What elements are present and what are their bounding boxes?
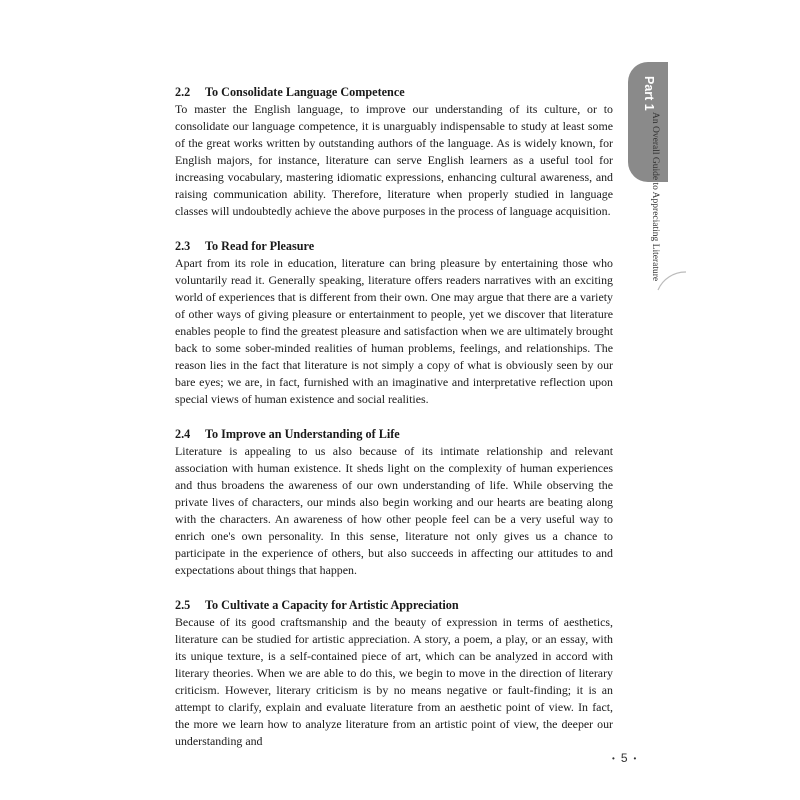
section-heading (175, 597, 613, 614)
section-number: 2.4 (175, 427, 191, 441)
section-title: To Consolidate Language Competence (205, 85, 405, 99)
page-number-dot-right: • (633, 754, 637, 764)
section-body: Apart from its role in education, literature can bring pleasure by entertaining those who voluntarily read it. Generally speaking, literature offers readers narratives with an exciting world of experiences that is different from their own. One may argue that there are a variety of other ways of giving pleasure or entertainment to people, yet we discover that literature enables people to find the greatest pleasure and satisfaction when we are ultimately brought back to some sober-minded realities of human problems, feelings, and relationships. The reason lies in the fact that literature is not simply a copy of what is obviously seen by our bare eyes; we are, in fact, furnished with an imaginative and interpretative reflection upon special views of human existence and social realities. (175, 256, 613, 406)
part-label: Part 1 (642, 76, 656, 111)
section-heading (175, 84, 613, 101)
section-body: Because of its good craftsmanship and the beauty of expression in terms of aesthetics, literature can be studied for artistic appreciation. A story, a poem, a play, or an essay, with its unique texture, is a self-contained piece of art, which can be analyzed in accord with literary theories. When we are able to do this, we begin to move in the direction of literary criticism. However, literary criticism is by no means negative or fault-finding; it is an attempt to clarify, explain and evaluate literature from an aesthetic point of view. In fact, the more we learn how to analyze literature from an artistic point of view, the deeper our understanding and (175, 615, 613, 748)
page-number (606, 751, 642, 765)
section-title: To Read for Pleasure (205, 239, 315, 253)
part-label-wrap (630, 74, 666, 154)
section-2-5 (175, 597, 613, 750)
section-2-2 (175, 84, 613, 220)
section-title: To Cultivate a Capacity for Artistic Appreciation (205, 598, 459, 612)
page-number-value: 5 (620, 751, 628, 765)
section-title: To Improve an Understanding of Life (205, 427, 400, 441)
section-number: 2.5 (175, 598, 191, 612)
section-heading (175, 426, 613, 443)
section-heading (175, 238, 613, 255)
section-body: To master the English language, to improve our understanding of its culture, or to consolidate our language competence, it is unarguably indispensable to study at least some of the great works written by outstanding authors of the language. As is widely known, for English majors, for instance, literature can serve English learners as a useful tool for increasing vocabulary, mastering idiomatic expressions, enhancing cultural awareness, and raising communication ability. Therefore, literature when properly studied in language classes will undoubtedly achieve the above purposes in the process of language acquisition. (175, 102, 613, 218)
page-number-dot-left: • (612, 754, 615, 764)
section-2-4 (175, 426, 613, 579)
section-2-3 (175, 238, 613, 408)
page-content (175, 84, 613, 768)
section-number: 2.2 (175, 85, 191, 99)
part-subtitle: An Overall Guide to Appreciating Literature (650, 112, 660, 282)
side-tab-arc (658, 272, 686, 290)
section-number: 2.3 (175, 239, 191, 253)
section-body: Literature is appealing to us also because of its intimate relationship and relevant association with human existence. It sheds light on the complexity of human experiences and thus broadens the awareness of our own understanding of life. While observing the private lives of characters, our minds also begin working and our hearts are beating along with the characters. An awareness of how other people feel can be a very useful way to enrich one's own personality. In this sense, literature not only gives us a chance to participate in the experience of others, but also succeeds in affecting our attitudes to and expectations about things that happen. (175, 444, 613, 577)
